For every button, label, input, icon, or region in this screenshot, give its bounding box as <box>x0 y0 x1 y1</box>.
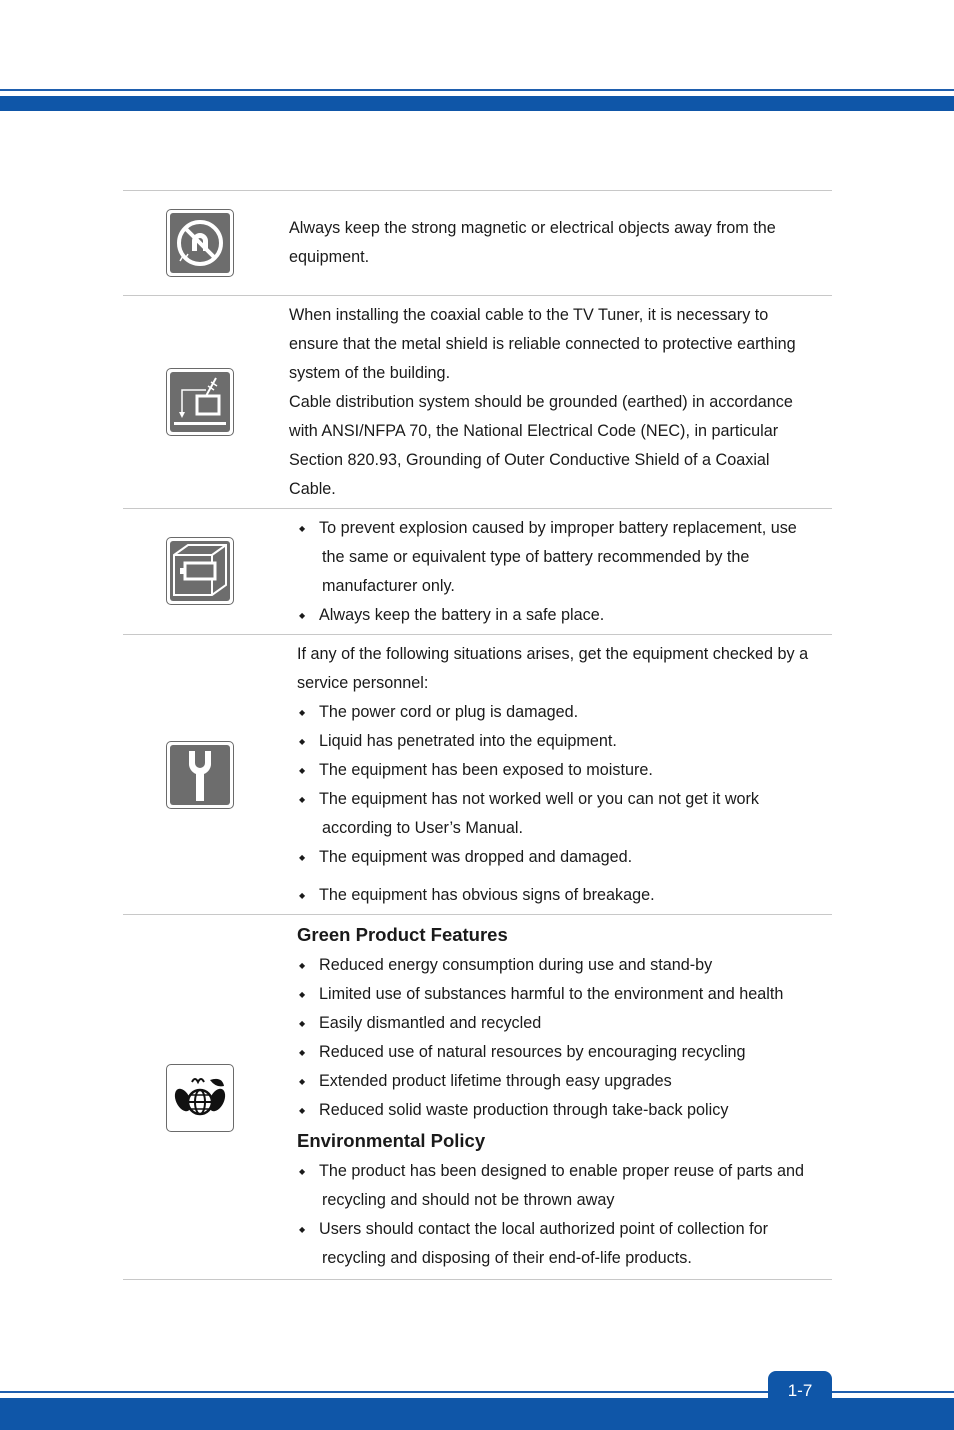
list-item <box>297 601 832 630</box>
list-item <box>297 1067 832 1096</box>
list-item <box>297 843 832 872</box>
list-item <box>297 727 832 756</box>
text-line: Cable. <box>289 480 336 498</box>
bullet-text-continued: recycling and should not be thrown away <box>322 1191 615 1209</box>
safety-row-green <box>123 914 832 1280</box>
bullet-text: The product has been designed to enable proper reuse of parts and <box>319 1162 805 1180</box>
bullet-text: The equipment has not worked well or you can not get it work <box>319 790 759 808</box>
safety-row-magnetic <box>123 190 832 295</box>
bullet-text: Always keep the battery in a safe place. <box>319 606 605 624</box>
text-line: Section 820.93, Grounding of Outer Conductive Shield of a Coaxial <box>289 451 770 469</box>
bullet-text: Users should contact the local authorized point of collection for <box>319 1220 769 1238</box>
section-heading: Environmental Policy <box>297 1130 486 1151</box>
safety-row-service <box>123 634 832 914</box>
bullet-text: The equipment was dropped and damaged. <box>319 848 633 866</box>
list-item <box>297 1157 832 1215</box>
header-thin-rule <box>0 89 954 91</box>
section-heading: Green Product Features <box>297 924 508 945</box>
battery-icon <box>166 537 234 605</box>
text-line: If any of the following situations arises, get the equipment checked by a <box>297 645 809 663</box>
bullet-text-continued: manufacturer only. <box>322 577 455 595</box>
text-line: Cable distribution system should be grounded (earthed) in accordance <box>289 393 793 411</box>
bullet-text-continued: the same or equivalent type of battery recommended by the <box>322 548 750 566</box>
list-item <box>297 756 832 785</box>
list-item <box>297 881 832 910</box>
bullet-text: Liquid has penetrated into the equipment. <box>319 732 617 750</box>
list-item <box>297 514 832 601</box>
bullet-text: Limited use of substances harmful to the environment and health <box>319 985 784 1003</box>
list-item <box>297 698 832 727</box>
list-item <box>297 951 832 980</box>
list-item <box>297 980 832 1009</box>
text-line: equipment. <box>289 248 370 266</box>
list-item <box>297 1009 832 1038</box>
tv-antenna-ground-icon <box>166 368 234 436</box>
bullet-text: Reduced solid waste production through take-back policy <box>319 1101 729 1119</box>
bullet-text: Extended product lifetime through easy upgrades <box>319 1072 672 1090</box>
list-item <box>297 1215 832 1273</box>
text-line: ensure that the metal shield is reliable connected to protective earthing <box>289 335 796 353</box>
list-item <box>297 1096 832 1125</box>
text-line: service personnel: <box>297 674 429 692</box>
bullet-text: Easily dismantled and recycled <box>319 1014 542 1032</box>
wrench-icon <box>166 741 234 809</box>
text-line: Always keep the strong magnetic or electrical objects away from the <box>289 219 776 237</box>
list-item <box>297 785 832 843</box>
bullet-text: The equipment has been exposed to moisture. <box>319 761 653 779</box>
bullet-text: To prevent explosion caused by improper battery replacement, use <box>319 519 797 537</box>
bullet-text-continued: according to User’s Manual. <box>322 819 523 837</box>
magnet-prohibited-icon <box>166 209 234 277</box>
text-line: system of the building. <box>289 364 451 382</box>
green-earth-hands-icon <box>166 1064 234 1132</box>
text-line: with ANSI/NFPA 70, the National Electrical Code (NEC), in particular <box>289 422 779 440</box>
bullet-text-continued: recycling and disposing of their end-of-life products. <box>322 1249 692 1267</box>
bullet-text: Reduced use of natural resources by encouraging recycling <box>319 1043 746 1061</box>
bullet-text: The power cord or plug is damaged. <box>319 703 579 721</box>
text-line: When installing the coaxial cable to the TV Tuner, it is necessary to <box>289 306 769 324</box>
bullet-text: The equipment has obvious signs of breakage. <box>319 886 655 904</box>
safety-row-tv-tuner <box>123 295 832 508</box>
safety-row-battery <box>123 508 832 634</box>
header-bar <box>0 96 954 111</box>
page-number: 1-7 <box>768 1371 832 1411</box>
bullet-text: Reduced energy consumption during use and stand-by <box>319 956 713 974</box>
list-item <box>297 1038 832 1067</box>
